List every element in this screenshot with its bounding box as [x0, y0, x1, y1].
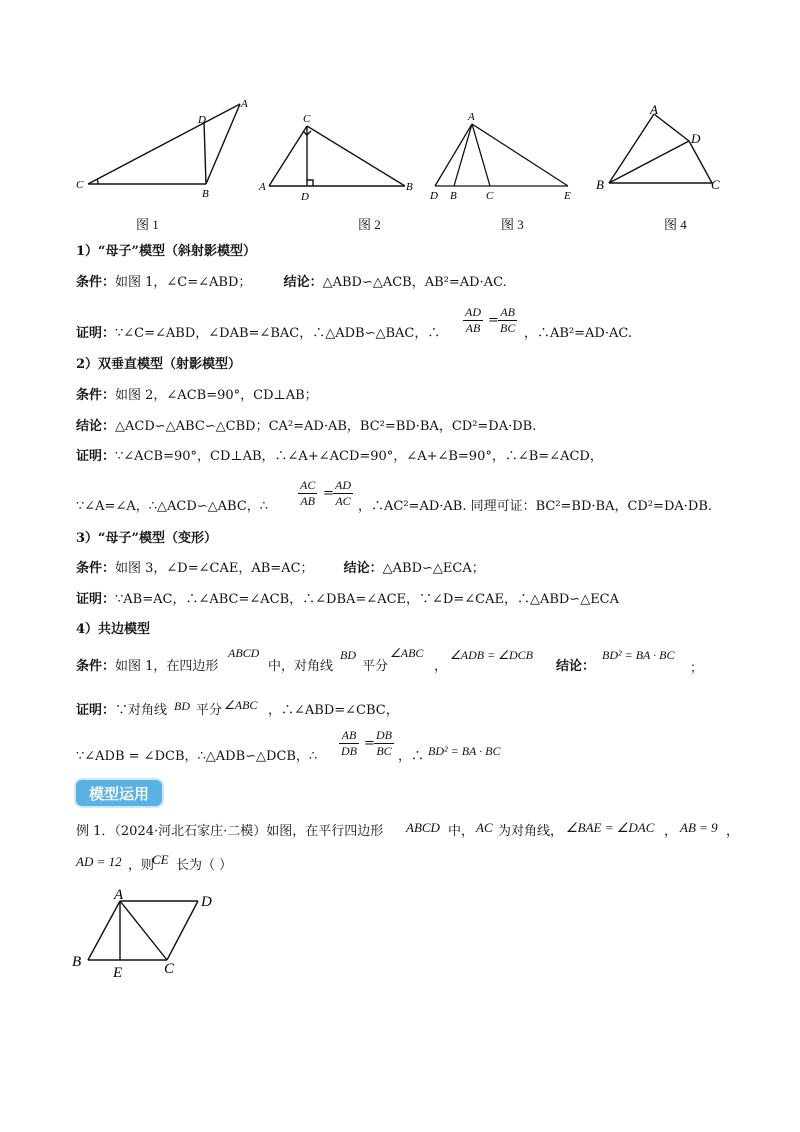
proof-text: ∵∠ACB=90°，CD⊥AB，∴∠A+∠ACD=90°，∠A+∠B=90°，∴∠B=∠ACD， — [115, 449, 603, 464]
condition-text-3: 平分 — [362, 659, 389, 674]
figure-1-caption: 图 1 — [136, 217, 159, 232]
conclusion-text: △ACD∽△ABC∽△CBD；CA²=AD·AB，BC²=BD·BA，CD²=DA·DB. — [115, 419, 537, 434]
fig2-label-d: D — [301, 191, 309, 203]
proof-bd: BD — [174, 699, 190, 713]
conclusion-label: 结论： — [343, 561, 383, 576]
section-3-condition — [76, 562, 485, 575]
proof-label: 证明： — [76, 326, 116, 341]
s1-fraction-1: AD AB — [465, 305, 481, 335]
s1-equals: = — [488, 313, 499, 328]
ex-label-c: C — [164, 961, 175, 977]
fig1-label-c: C — [76, 179, 84, 191]
example-figure — [68, 885, 238, 985]
condition-text: 如图 2，∠ACB=90°，CD⊥AB； — [115, 388, 318, 403]
proof-label: 证明： — [76, 449, 116, 464]
s2-fraction-1: AC AB — [300, 478, 316, 508]
condition-label: 条件： — [76, 659, 116, 674]
fig1-label-a: A — [241, 98, 248, 110]
angle-equation: ∠ADB = ∠DCB — [450, 648, 533, 662]
fig3-label-e: E — [564, 190, 571, 202]
section-1-proof — [76, 327, 440, 340]
s2-proof-line2: ∵∠A=∠A，∴△ACD∽△ABC，∴ — [76, 499, 269, 514]
s2-equals: = — [323, 486, 334, 501]
section-1-heading: 1）“母子”模型（斜射影模型） — [76, 244, 257, 259]
s2-fraction-2: AD AC — [335, 478, 351, 508]
fig3-label-b: B — [450, 190, 457, 202]
proof-label: 证明： — [76, 592, 116, 607]
figure-4 — [590, 100, 740, 200]
proof-text-2: 平分 — [196, 703, 223, 718]
example-ab: AB = 9 — [680, 820, 718, 835]
condition-label: 条件： — [76, 275, 116, 290]
conclusion-text: △ABD∽△ECA； — [382, 561, 485, 576]
example-angle-eq: ∠BAE = ∠DAC — [566, 820, 655, 835]
section-3-heading: 3）“母子”模型（变形） — [76, 531, 218, 546]
model-application-badge: 模型运用 — [76, 780, 162, 806]
example-text-zhong: 中， — [448, 824, 475, 839]
example-ad: AD = 12 — [76, 854, 122, 869]
s4-equals: = — [364, 736, 375, 751]
proof-text: ∵对角线 — [115, 703, 168, 718]
fig3-label-a: A — [468, 111, 475, 123]
fig4-label-a: A — [650, 102, 658, 117]
ex-label-b: B — [72, 954, 82, 970]
section-2-proof — [76, 450, 603, 463]
diagonal-bd: BD — [340, 648, 356, 662]
conclusion-end: ； — [690, 661, 704, 676]
fig3-label-d: D — [430, 190, 438, 202]
figure-3 — [425, 110, 585, 205]
section-1-condition — [76, 276, 507, 289]
example-abcd: ABCD — [406, 820, 440, 835]
example-comma-1: ， — [664, 824, 678, 839]
section-3-proof — [76, 593, 619, 606]
figure-2-caption: 图 2 — [358, 217, 381, 232]
fig4-label-c: C — [711, 177, 720, 192]
section-4-proof-line1 — [76, 704, 167, 717]
figure-4-caption: 图 4 — [664, 217, 687, 232]
example-1-line1: 例 1．（2024·河北石家庄·二模）如图，在平行四边形 — [76, 824, 384, 839]
conclusion-label: 结论： — [76, 419, 116, 434]
fig2-label-c: C — [303, 113, 311, 125]
s1-fraction-2: AB BC — [500, 305, 516, 335]
ex-label-d: D — [201, 894, 212, 910]
example-ac: AC — [476, 820, 493, 835]
example-text-then: ，则 — [128, 858, 155, 873]
conclusion-formula: BD² = BA · BC — [602, 648, 675, 662]
example-comma-2: ， — [726, 824, 740, 839]
conclusion-label: 结论： — [283, 275, 323, 290]
proof-angle-abc: ∠ABC — [224, 698, 258, 712]
section-2-conclusion — [76, 420, 536, 433]
proof-text-3: ，∴∠ABD=∠CBC， — [268, 703, 399, 718]
section-4-condition — [76, 660, 218, 673]
example-text-diagonal: 为对角线， — [498, 824, 564, 839]
section-2-condition — [76, 389, 318, 402]
condition-text-2: 中，对角线 — [268, 659, 334, 674]
condition-comma: ， — [434, 659, 448, 674]
section-2-heading: 2）双垂直模型（射影模型） — [76, 357, 242, 372]
condition-text: 如图 1，∠C=∠ABD； — [115, 275, 252, 290]
fig2-label-a: A — [259, 181, 266, 193]
fig2-label-b: B — [406, 181, 413, 193]
figure-2 — [255, 110, 425, 205]
quad-abcd: ABCD — [228, 646, 260, 660]
condition-label: 条件： — [76, 388, 116, 403]
conclusion-text: △ABD∽△ACB，AB²=AD·AC. — [322, 275, 507, 290]
section-4-heading: 4）共边模型 — [76, 622, 151, 637]
conclusion-label: 结论： — [556, 659, 596, 674]
ex-label-e: E — [113, 965, 123, 981]
example-ce: CE — [152, 852, 169, 867]
fig1-label-b: B — [202, 188, 209, 200]
proof-text: ∵∠C=∠ABD，∠DAB=∠BAC，∴△ADB∽△BAC，∴ — [115, 326, 441, 341]
angle-abc: ∠ABC — [390, 646, 424, 660]
s4-fraction-2: DB BC — [376, 728, 392, 758]
condition-text: 如图 3，∠D=∠CAE，AB=AC； — [115, 561, 314, 576]
figure-3-caption: 图 3 — [501, 217, 524, 232]
example-text-length: 长为（ ） — [176, 858, 233, 873]
fig1-label-d: D — [198, 114, 206, 126]
condition-text-1: 如图 1，在四边形 — [115, 659, 219, 674]
fig4-label-d: D — [691, 131, 701, 146]
proof-text-4: ，∴ — [398, 749, 425, 764]
figure-1 — [70, 95, 260, 205]
proof-text: ∵AB=AC，∴∠ABC=∠ACB，∴∠DBA=∠ACE，∵∠D=∠CAE，∴△ABD∽△ECA — [115, 592, 620, 607]
fig4-label-b: B — [596, 177, 604, 192]
proof-formula: BD² = BA · BC — [428, 744, 501, 758]
s4-fraction-1: AB DB — [341, 728, 357, 758]
s1-proof-end: ，∴AB²=AD·AC. — [524, 326, 632, 341]
fig3-label-c: C — [486, 190, 494, 202]
condition-label: 条件： — [76, 561, 116, 576]
proof-label: 证明： — [76, 703, 116, 718]
s2-proof-line2-end: ，∴AC²=AD·AB. 同理可证：BC²=BD·BA，CD²=DA·DB. — [358, 499, 713, 514]
ex-label-a: A — [114, 887, 124, 903]
section-4-proof-line2: ∵∠ADB = ∠DCB，∴△ADB∽△DCB，∴ — [76, 749, 318, 764]
